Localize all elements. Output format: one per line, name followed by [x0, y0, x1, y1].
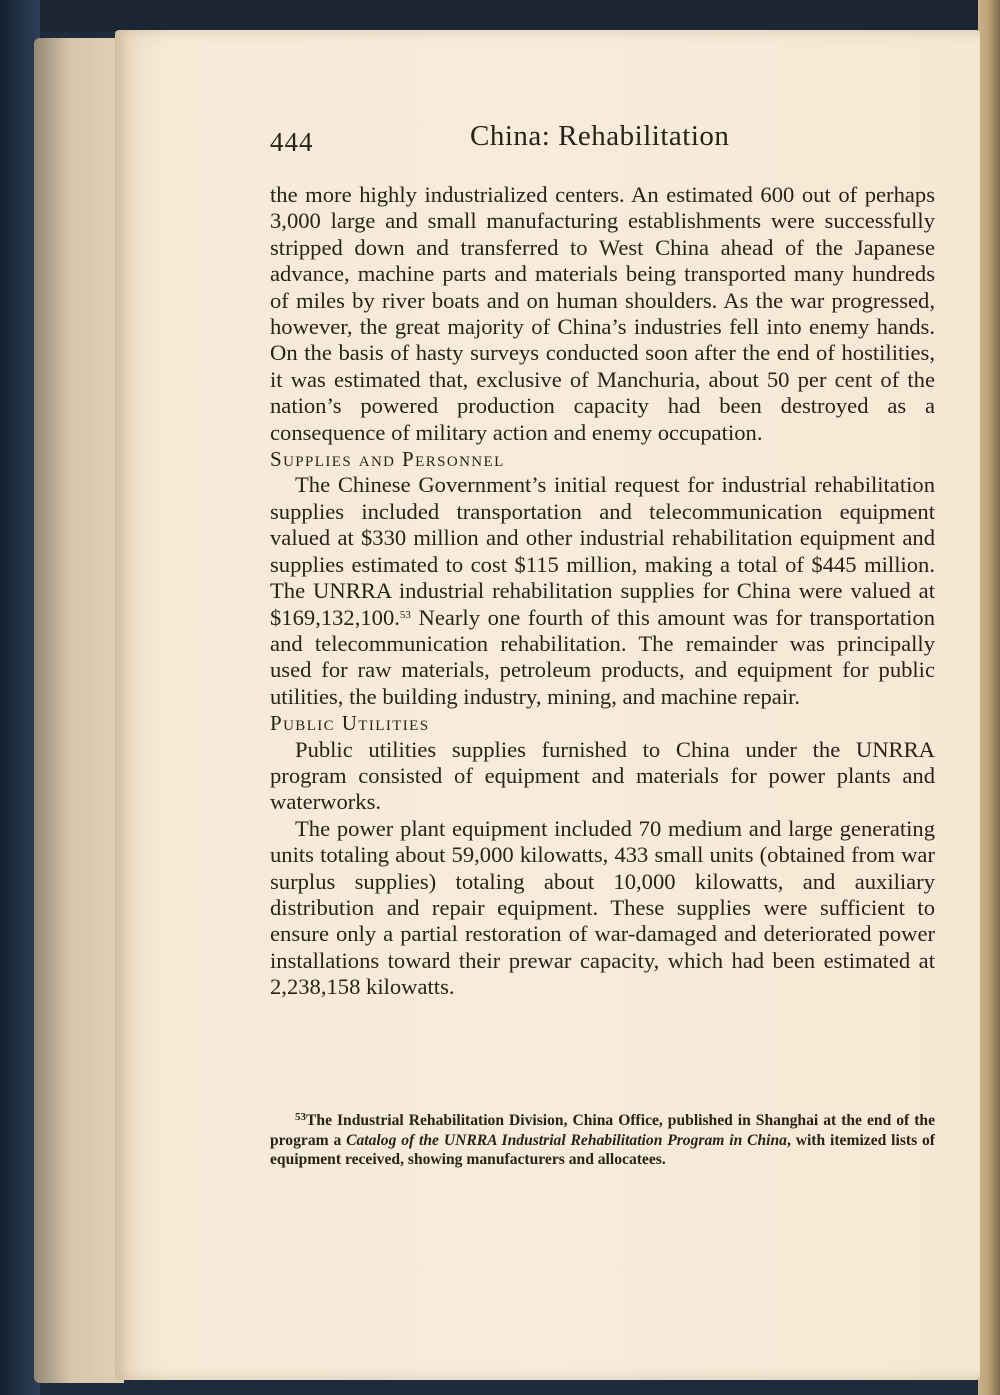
footnote-reference[interactable]: 53: [399, 608, 411, 621]
page-edges-shadow: [34, 38, 124, 1383]
body-text: [270, 182, 935, 1001]
paragraph-supplies-part2: Nearly one fourth of this amount was for transportation and telecommunication rehabilitation. The remainder was principally used for raw materials, petroleum products, and equipment for public utilities, the building industry, mining, and machine repair.: [270, 604, 935, 709]
page-number: 444: [270, 127, 314, 157]
footnote-mark: 53: [295, 1111, 306, 1123]
footnote-text-start: The Industrial Rehabilitation Division, China Office, published in Shanghai at the end of the program a: [270, 1112, 935, 1149]
top-background: [0, 0, 1000, 32]
section-heading-utilities: Public Utilities: [270, 711, 430, 736]
footnote-text-end: , with itemized lists of equipment received, showing manufacturers and allocatees.: [270, 1131, 935, 1168]
right-page-edge: [978, 0, 1000, 1395]
footnote: [270, 1108, 935, 1170]
paragraph-supplies: [270, 472, 935, 710]
section-heading-supplies: Supplies and Personnel: [270, 447, 505, 472]
paragraph-power-plant: The power plant equipment included 70 medium and large generating units totaling about 59,000 kilowatts, 433 small units (obtained from war surplus supplies) totaling about 10,000 kilowatts, and auxiliary distribution and repair equipment. These supplies were sufficient to ensure only a partial restoration of war-damaged and deteriorated power installations toward their prewar capacity, which had been estimated at 2,238,158 kilowatts.: [270, 815, 935, 1000]
running-title: China: Rehabilitation: [470, 120, 730, 152]
footnote-catalog-title: Catalog of the UNRRA Industrial Rehabilitation Program in China: [346, 1131, 787, 1149]
book-page: [115, 30, 980, 1380]
footnote-text: [270, 1108, 935, 1170]
paragraph-utilities: Public utilities supplies furnished to China under the UNRRA program consisted of equipment and materials for power plants and waterworks.: [270, 736, 935, 815]
paragraph-continuation: the more highly industrialized centers. An estimated 600 out of perhaps 3,000 large and small manufacturing establishments were successfully stripped down and transferred to West China ahead of the Japanese advance, machine parts and materials being transported many hundreds of miles by river boats and on human shoulders. As the war progressed, however, the great majority of China’s industries fell into enemy hands. On the basis of hasty surveys conducted soon after the end of hostilities, it was estimated that, exclusive of Manchuria, about 50 per cent of the nation’s powered production capacity had been destroyed as a consequence of military action and enemy occupation.: [270, 182, 935, 445]
paragraph-supplies-part1: The Chinese Government’s initial request for industrial rehabilitation supplies included transportation and telecommunication equipment valued at $330 million and other industrial rehabilitation equipment and supplies estimated to cost $115 million, making a total of $445 million. The UNRRA industrial rehabilitation supplies for China were valued at $169,132,100.: [270, 472, 935, 630]
